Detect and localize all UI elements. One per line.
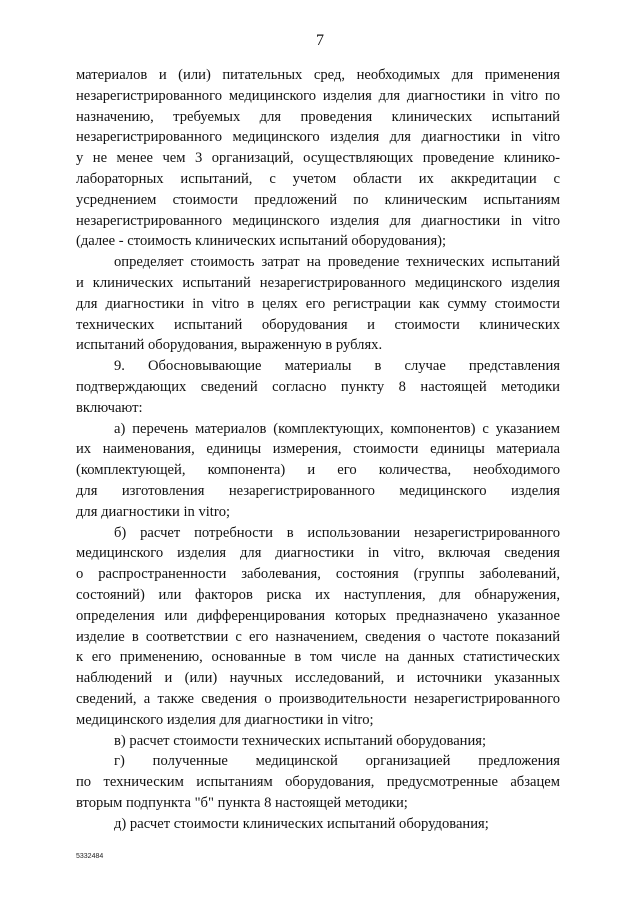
text-line: для изготовления незарегистрированного медицинского изделия (76, 482, 560, 499)
text-line: медицинского изделия для диагностики in vitro; (76, 711, 374, 728)
text-line: вторым подпункта "б" пункта 8 настоящей методики; (76, 794, 408, 811)
text-line: изделие в соответствии с его назначением, сведения о частоте показаний (76, 628, 560, 645)
text-line: г) полученные медицинской организацией предложения (114, 753, 560, 770)
text-line: включают: (76, 399, 143, 416)
text-line: усреднением стоимости предложений по клиническим испытаниям (76, 191, 560, 208)
paragraph (76, 814, 560, 835)
paragraph (76, 523, 560, 731)
text-line: а) перечень материалов (комплектующих, компонентов) с указанием (114, 420, 560, 437)
text-line: б) расчет потребности в использовании незарегистрированного (114, 524, 560, 541)
paragraph (76, 751, 560, 813)
text-line: их наименования, единицы измерения, стоимости единицы материала (76, 441, 560, 458)
text-line: медицинского изделия для диагностики in vitro, включая сведения (76, 545, 560, 562)
text-line: к его применению, основанные в том числе на данных статистических (76, 649, 560, 666)
text-line: о распространенности заболевания, состояния (группы заболеваний, (76, 566, 560, 583)
text-line: для диагностики in vitro в целях его регистрации как сумму стоимости (76, 295, 560, 312)
text-line: назначению, требуемых для проведения клинических испытаний (76, 108, 560, 125)
text-line: материалов и (или) питательных сред, необходимых для применения (76, 67, 560, 83)
text-line: для диагностики in vitro; (76, 503, 231, 520)
text-line: незарегистрированного медицинского изделия для диагностики in vitro по (76, 87, 560, 104)
text-line: незарегистрированного медицинского изделия для диагностики in vitro (76, 212, 560, 229)
paragraph (76, 731, 560, 752)
text-line: д) расчет стоимости клинических испытаний оборудования; (114, 815, 489, 832)
text-line: у не менее чем 3 организаций, осуществляющих проведение клинико- (76, 150, 560, 167)
text-line: незарегистрированного медицинского изделия для диагностики in vitro (76, 129, 560, 146)
paragraph (76, 65, 560, 252)
document-code: 5332484 (76, 853, 104, 860)
text-line: испытаний оборудования, выраженную в рублях. (76, 337, 383, 354)
paragraph (76, 252, 560, 356)
text-line: (комплектующей, компонента) и его количества, необходимого (76, 462, 560, 479)
text-line: по техническим испытаниям оборудования, предусмотренные абзацем (76, 774, 560, 791)
text-line: (далее - стоимость клинических испытаний оборудования); (76, 233, 447, 250)
text-line: определения или дифференцирования которых предназначено указанное (76, 607, 560, 624)
text-line: лабораторных испытаний, с учетом области их аккредитации с (76, 170, 560, 187)
text-line: технических испытаний оборудования и стоимости клинических (76, 316, 560, 333)
text-line: и клинических испытаний незарегистрированного медицинского изделия (76, 274, 560, 291)
text-line: в) расчет стоимости технических испытаний оборудования; (114, 732, 487, 749)
text-line: определяет стоимость затрат на проведение технических испытаний (114, 254, 560, 271)
text-line: 9. Обосновывающие материалы в случае представления (114, 358, 560, 375)
document-body (76, 65, 560, 834)
text-line: наблюдений и (или) научных исследований, и источники указанных (76, 670, 560, 687)
text-line: состояний) или факторов риска их наступления, для обнаружения, (76, 586, 560, 603)
text-line: сведений, а также сведения о производительности незарегистрированного (76, 690, 560, 707)
page-number: 7 (316, 32, 324, 49)
paragraph (76, 356, 560, 418)
text-line: подтверждающих сведений согласно пункту 8 настоящей методики (76, 378, 560, 395)
paragraph (76, 419, 560, 523)
